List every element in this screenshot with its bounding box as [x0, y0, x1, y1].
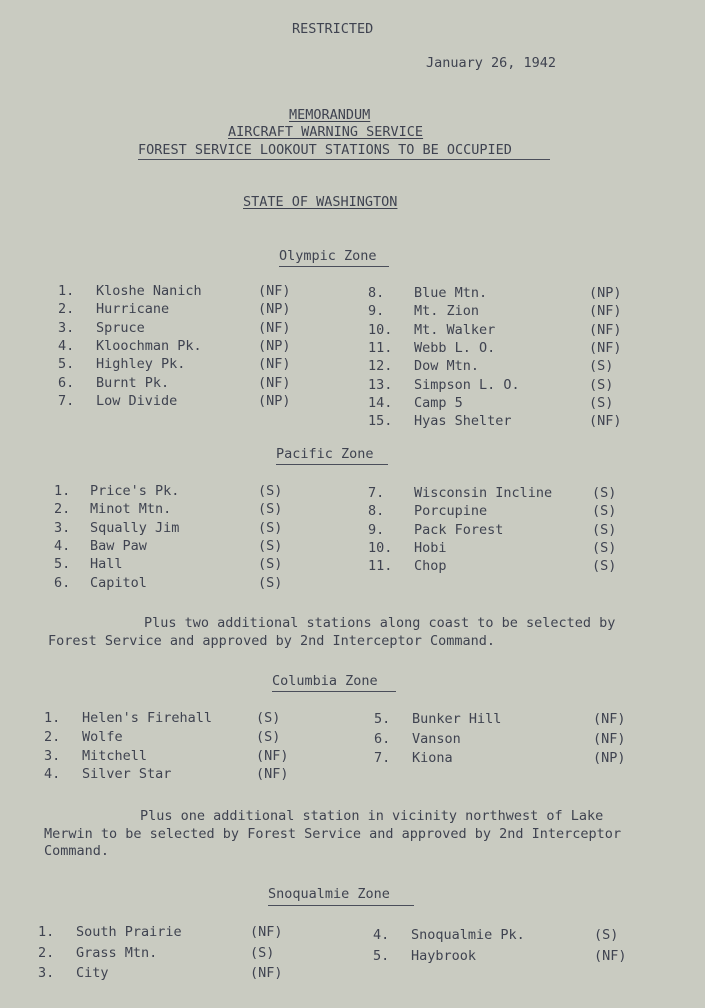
station-code: (NF): [256, 766, 289, 782]
station-number: 7.: [368, 485, 385, 501]
station-name: Webb L. O.: [414, 340, 496, 356]
station-number: 5.: [374, 711, 391, 727]
station-code: (S): [592, 558, 617, 574]
station-code: (NF): [589, 322, 622, 338]
station-number: 4.: [44, 766, 61, 782]
station-number: 6.: [374, 731, 391, 747]
station-number: 12.: [368, 358, 393, 374]
station-number: 15.: [368, 413, 393, 429]
zone-underline: [268, 905, 414, 906]
station-name: Hobi: [414, 540, 447, 556]
station-number: 1.: [38, 924, 55, 940]
station-number: 4.: [373, 927, 390, 943]
station-number: 5.: [58, 356, 75, 372]
station-code: (NP): [258, 393, 291, 409]
station-code: (S): [258, 520, 283, 536]
pacific-note: Plus two additional stations along coast to be selected by Forest Service and approved by 2nd Interceptor Command.: [48, 615, 616, 649]
station-name: Squally Jim: [90, 520, 180, 536]
station-number: 3.: [38, 965, 55, 981]
station-code: (S): [258, 538, 283, 554]
station-code: (S): [592, 540, 617, 556]
station-name: Highley Pk.: [96, 356, 186, 372]
station-code: (NF): [594, 948, 627, 964]
station-name: Price's Pk.: [90, 483, 180, 499]
station-number: 13.: [368, 377, 393, 393]
station-name: Hall: [90, 556, 123, 572]
station-number: 5.: [373, 948, 390, 964]
station-name: South Prairie: [76, 924, 182, 940]
station-code: (S): [592, 522, 617, 538]
station-code: (S): [250, 945, 275, 961]
station-code: (NP): [258, 338, 291, 354]
station-number: 10.: [368, 540, 393, 556]
station-name: Kiona: [412, 750, 453, 766]
station-code: (NP): [589, 285, 622, 301]
station-name: Grass Mtn.: [76, 945, 158, 961]
station-code: (NF): [258, 283, 291, 299]
station-name: Silver Star: [82, 766, 172, 782]
station-name: Wisconsin Incline: [414, 485, 553, 501]
station-code: (S): [258, 483, 283, 499]
station-number: 4.: [54, 538, 71, 554]
station-name: Chop: [414, 558, 447, 574]
station-name: Bunker Hill: [412, 711, 502, 727]
station-code: (NF): [258, 375, 291, 391]
state-heading: STATE OF WASHINGTON: [243, 194, 398, 210]
station-name: Baw Paw: [90, 538, 147, 554]
station-number: 7.: [58, 393, 75, 409]
station-name: Kloshe Nanich: [96, 283, 202, 299]
station-name: Low Divide: [96, 393, 178, 409]
station-number: 10.: [368, 322, 393, 338]
station-code: (NP): [258, 301, 291, 317]
station-name: Camp 5: [414, 395, 463, 411]
station-name: Vanson: [412, 731, 461, 747]
station-code: (NF): [250, 924, 283, 940]
station-code: (S): [592, 485, 617, 501]
station-code: (S): [258, 556, 283, 572]
station-number: 2.: [58, 301, 75, 317]
station-code: (S): [594, 927, 619, 943]
station-number: 11.: [368, 558, 393, 574]
station-name: Blue Mtn.: [414, 285, 488, 301]
station-number: 6.: [58, 375, 75, 391]
zone-underline: [272, 691, 396, 692]
memo-title: MEMORANDUM: [289, 107, 371, 123]
station-number: 1.: [54, 483, 71, 499]
station-code: (NF): [593, 711, 626, 727]
station-number: 4.: [58, 338, 75, 354]
station-number: 8.: [368, 285, 385, 301]
classification-label: RESTRICTED: [292, 21, 374, 37]
station-code: (S): [589, 395, 614, 411]
memo-heading: FOREST SERVICE LOOKOUT STATIONS TO BE OCCUPIED: [138, 142, 512, 158]
zone-underline: [276, 464, 388, 465]
station-name: Pack Forest: [414, 522, 504, 538]
station-code: (S): [589, 377, 614, 393]
station-name: Simpson L. O.: [414, 377, 520, 393]
station-number: 6.: [54, 575, 71, 591]
station-code: (NF): [258, 320, 291, 336]
station-code: (NF): [589, 340, 622, 356]
station-number: 2.: [44, 729, 61, 745]
station-number: 7.: [374, 750, 391, 766]
zone-heading-snoqualmie: Snoqualmie Zone: [268, 886, 390, 902]
station-code: (NF): [589, 303, 622, 319]
station-number: 3.: [44, 748, 61, 764]
station-name: Haybrook: [411, 948, 477, 964]
station-number: 9.: [368, 303, 385, 319]
station-code: (S): [256, 729, 281, 745]
station-name: Dow Mtn.: [414, 358, 480, 374]
station-name: Porcupine: [414, 503, 488, 519]
zone-underline: [279, 266, 389, 267]
station-code: (S): [592, 503, 617, 519]
station-name: Capitol: [90, 575, 147, 591]
station-name: Burnt Pk.: [96, 375, 170, 391]
memo-subtitle: AIRCRAFT WARNING SERVICE: [228, 124, 424, 140]
station-number: 14.: [368, 395, 393, 411]
station-name: Minot Mtn.: [90, 501, 172, 517]
station-number: 5.: [54, 556, 71, 572]
station-number: 9.: [368, 522, 385, 538]
zone-heading-pacific: Pacific Zone: [276, 446, 374, 462]
station-name: Helen's Firehall: [82, 710, 213, 726]
station-name: City: [76, 965, 109, 981]
station-name: Snoqualmie Pk.: [411, 927, 525, 943]
zone-heading-olympic: Olympic Zone: [279, 248, 377, 264]
memo-date: January 26, 1942: [426, 55, 557, 71]
station-code: (S): [258, 501, 283, 517]
station-code: (S): [256, 710, 281, 726]
columbia-note: Plus one additional station in vicinity northwest of Lake Merwin to be selected by Forest Service and approved by 2nd Interceptor Command.: [44, 808, 622, 859]
station-name: Mt. Zion: [414, 303, 480, 319]
station-code: (NF): [258, 356, 291, 372]
station-number: 8.: [368, 503, 385, 519]
station-number: 11.: [368, 340, 393, 356]
station-code: (NF): [256, 748, 289, 764]
station-name: Kloochman Pk.: [96, 338, 202, 354]
station-number: 2.: [54, 501, 71, 517]
station-name: Mt. Walker: [414, 322, 496, 338]
station-name: Spruce: [96, 320, 145, 336]
station-code: (S): [258, 575, 283, 591]
station-code: (NF): [589, 413, 622, 429]
station-number: 3.: [54, 520, 71, 536]
station-code: (S): [589, 358, 614, 374]
station-name: Wolfe: [82, 729, 123, 745]
station-name: Hurricane: [96, 301, 170, 317]
station-code: (NF): [593, 731, 626, 747]
station-code: (NP): [593, 750, 626, 766]
station-name: Mitchell: [82, 748, 148, 764]
heading-underline: [138, 159, 550, 160]
station-number: 1.: [44, 710, 61, 726]
zone-heading-columbia: Columbia Zone: [272, 673, 378, 689]
station-code: (NF): [250, 965, 283, 981]
station-number: 1.: [58, 283, 75, 299]
station-number: 2.: [38, 945, 55, 961]
station-name: Hyas Shelter: [414, 413, 512, 429]
station-number: 3.: [58, 320, 75, 336]
